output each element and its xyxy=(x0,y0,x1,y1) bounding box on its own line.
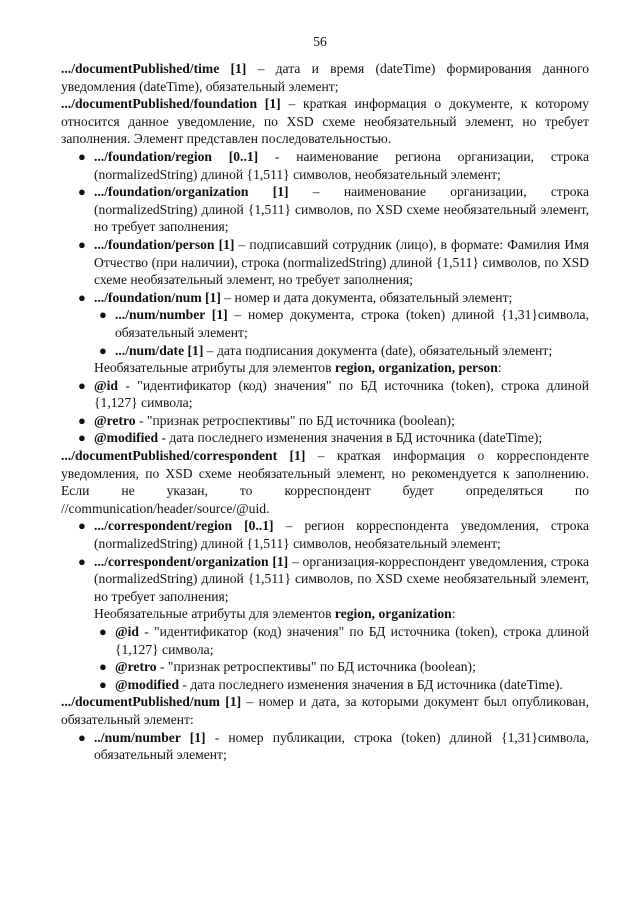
element-path: .../foundation/region [0..1] xyxy=(94,148,259,164)
element-description: – номер документа, строка (token) длиной {1,31}символа, обязательный элемент; xyxy=(115,307,589,340)
element-path: .../correspondent/region [0..1] xyxy=(94,518,274,534)
bullet-icon: ● xyxy=(78,430,86,446)
attribute-name: @modified xyxy=(94,430,158,446)
element-description: – номер и дата документа, обязательный элемент; xyxy=(220,289,513,305)
element-path: .../num/number [1] xyxy=(115,307,228,323)
element-description: – дата подписания документа (date), обязательный элемент; xyxy=(203,342,553,358)
element-path: .../foundation/organization [1] xyxy=(94,184,289,200)
attribute-name: @id xyxy=(94,377,118,393)
attribute-name: @modified xyxy=(115,676,179,692)
page-number: 56 xyxy=(313,34,327,49)
element-description: - номер публикации, строка (token) длиной {1,31}символа, обязательный элемент; xyxy=(94,729,589,763)
bullet-icon: ● xyxy=(78,412,86,428)
attributes-heading: Необязательные атрибуты для элементов region, organization: xyxy=(94,606,456,622)
element-description: – наименование организации, строка (normalizedString) длиной {1,511} символов, по XSD схеме необязательный элемент, но требует заполнения; xyxy=(94,184,589,235)
attributes-heading: Необязательные атрибуты для элементов region, organization, person: xyxy=(94,360,502,376)
element-description: - "признак ретроспективы" по БД источника (boolean); xyxy=(135,412,455,428)
bullet-icon: ● xyxy=(99,659,107,675)
element-path: .../foundation/num [1] xyxy=(94,289,221,305)
element-description: - дата последнего изменения значения в БД источника (dateTime). xyxy=(179,676,563,692)
page-content xyxy=(61,60,589,764)
list-item xyxy=(61,236,589,289)
element-description: - "признак ретроспективы" по БД источника (boolean); xyxy=(156,659,476,675)
list-item xyxy=(61,517,589,552)
element-path: .../documentPublished/time [1] xyxy=(61,61,247,76)
element-path: .../correspondent/organization [1] xyxy=(94,553,289,569)
element-path: .../num/date [1] xyxy=(115,342,204,358)
element-path: .../documentPublished/num [1] xyxy=(61,694,242,710)
foundation-list xyxy=(61,148,589,447)
list-item xyxy=(61,306,589,341)
list-item xyxy=(61,377,589,412)
bullet-icon: ● xyxy=(78,236,86,252)
bullet-icon: ● xyxy=(99,307,107,323)
bullet-icon: ● xyxy=(78,184,86,200)
element-description: – дата и время (dateTime) формирования данного уведомления (dateTime), обязательный элемент; xyxy=(61,61,589,94)
element-description: – краткая информация о документе, к которому относится данное уведомление, по XSD схеме необязательный элемент, но требует заполнения. Элемент представлен последовательностью. xyxy=(61,96,590,147)
list-item xyxy=(61,729,589,764)
element-description: – организация-корреспондент уведомления, строка (normalizedString) длиной {1,511} символов, по XSD схеме необязательный элемент, но требует заполнения; xyxy=(94,553,590,604)
bullet-icon: ● xyxy=(78,289,86,305)
bullet-icon: ● xyxy=(99,624,107,639)
bullet-icon: ● xyxy=(99,342,107,358)
element-description: – регион корреспондента уведомления, строка (normalizedString) длиной {1,511} символов, необязательный элемент; xyxy=(94,518,590,552)
paragraph-correspondent xyxy=(61,447,589,517)
num-list xyxy=(61,729,589,764)
element-path: .../documentPublished/foundation [1] xyxy=(61,96,281,112)
list-item xyxy=(61,183,589,236)
bullet-icon: ● xyxy=(99,676,107,692)
attribute-name: @retro xyxy=(115,659,157,675)
list-item xyxy=(61,412,589,430)
list-item xyxy=(61,553,589,606)
element-path: ../num/number [1] xyxy=(94,729,206,745)
bullet-icon: ● xyxy=(78,148,86,164)
list-item xyxy=(61,658,589,676)
attribute-name: @id xyxy=(115,624,139,639)
element-description: - наименование региона организации, строка (normalizedString) длиной {1,511} символов, необязательный элемент; xyxy=(94,148,589,182)
attribute-name: @retro xyxy=(94,412,136,428)
element-description: - дата последнего изменения значения в БД источника (dateTime); xyxy=(158,430,543,446)
bullet-icon: ● xyxy=(78,377,86,393)
list-item xyxy=(61,429,589,447)
element-description: - "идентификатор (код) значения" по БД источника (token), строка длиной {1,127} символа; xyxy=(94,377,589,411)
paragraph-time xyxy=(61,60,589,95)
list-item xyxy=(61,342,589,360)
bullet-icon: ● xyxy=(78,518,86,534)
element-description: - "идентификатор (код) значения" по БД источника (token), строка длиной {1,127} символа; xyxy=(115,624,589,657)
element-path: .../documentPublished/correspondent [1] xyxy=(61,448,306,464)
bullet-icon: ● xyxy=(78,729,86,745)
paragraph-num xyxy=(61,693,589,728)
bullet-icon: ● xyxy=(78,553,86,569)
element-description: – краткая информация о корреспонденте уведомления, по XSD схеме необязательный элемент, но рекомендуется к заполнению. Если не указан, то корреспондент будет определяться по //communication/header/source/@uid. xyxy=(61,448,590,516)
element-description: – подписавший сотрудник (лицо), в формате: Фамилия Имя Отчество (при наличии), строка (normalizedString) длиной {1,511} символов, по XSD схеме необязательный элемент, но требует заполнения; xyxy=(94,236,589,288)
paragraph-foundation xyxy=(61,95,589,148)
element-description: – номер и дата, за которыми документ был опубликован, обязательный элемент: xyxy=(61,694,590,727)
list-item xyxy=(61,289,589,307)
element-path: .../foundation/person [1] xyxy=(94,236,235,252)
correspondent-list xyxy=(61,517,589,693)
list-item xyxy=(61,676,589,694)
list-item xyxy=(61,148,589,183)
list-item xyxy=(61,623,589,658)
